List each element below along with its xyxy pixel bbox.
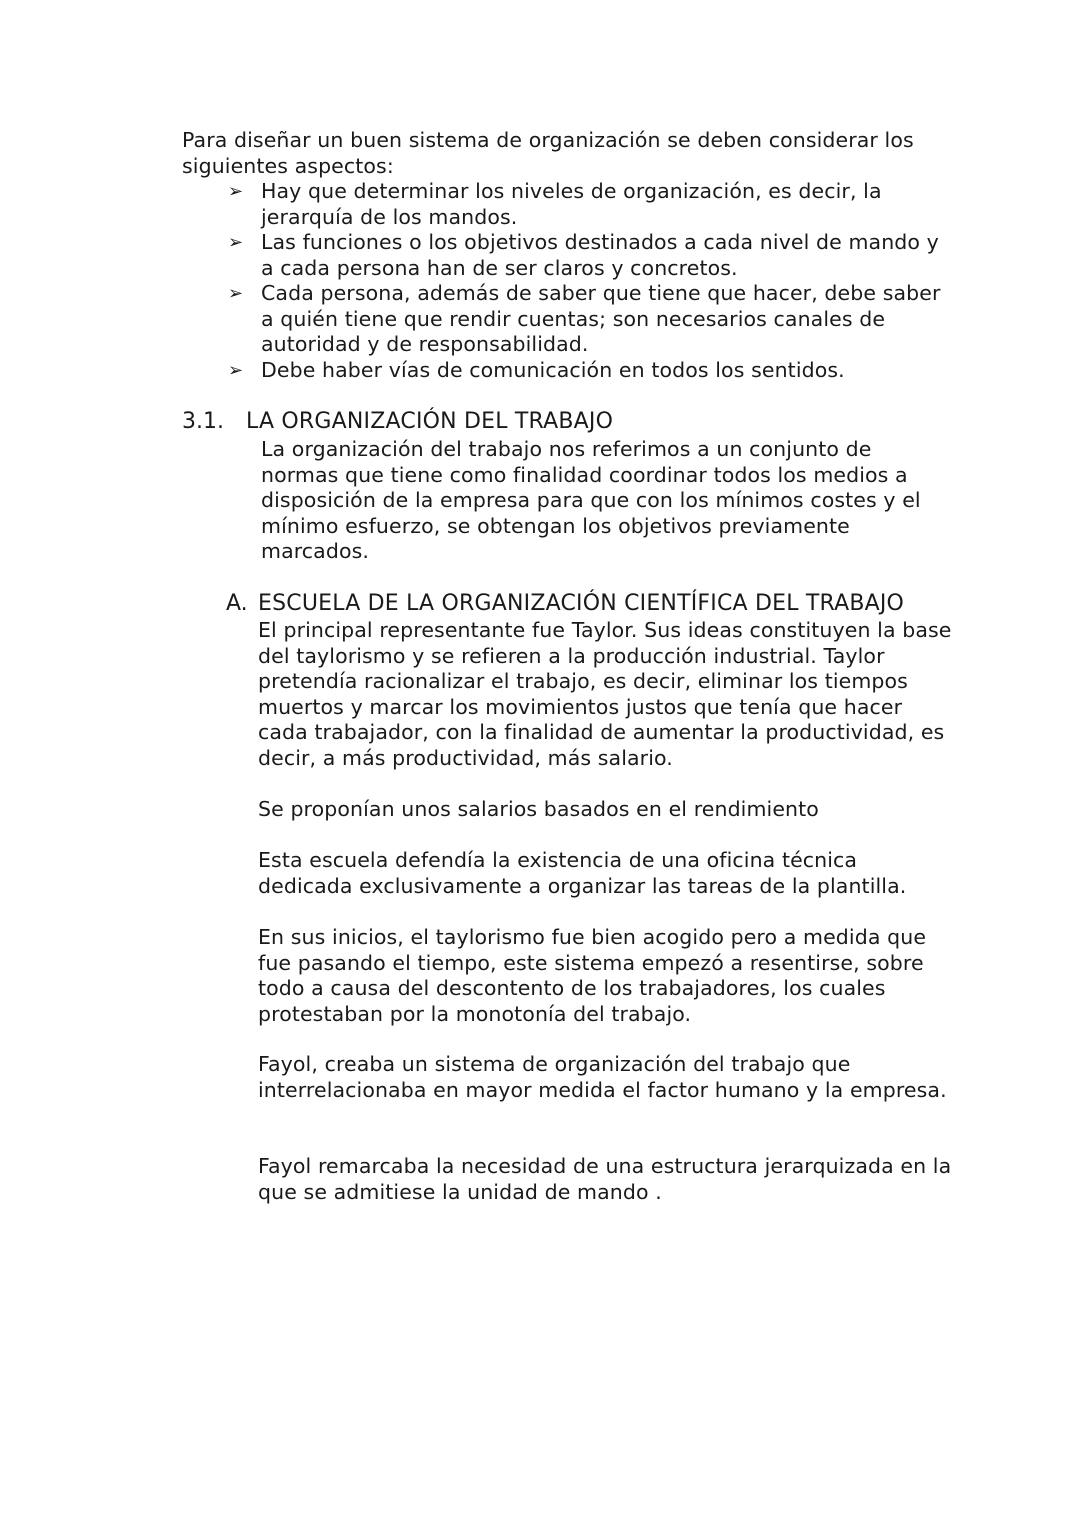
fayol-system-paragraph: Fayol, creaba un sistema de organización del trabajo que interrelacionaba en mayor medida el factor humano y la empresa. [258, 1052, 947, 1102]
taylor-paragraph: El principal representante fue Taylor. Sus ideas constituyen la base del taylorismo y se refieren a la producción industrial. Taylor pretendía racionalizar el trabajo, es decir, eliminar los tiempos muertos y marcar los movimientos justos que tenía que hacer cada trabajador, con la finalidad de aumentar la productividad, es decir, a más productividad, más salario. [258, 618, 952, 770]
list-item-text: Debe haber vías de comunicación en todos los sentidos. [261, 357, 845, 382]
salaries-paragraph: Se proponían unos salarios basados en el rendimiento [258, 797, 819, 821]
arrowhead-bullet-icon: ➢ [228, 283, 244, 304]
intro-paragraph: Para diseñar un buen sistema de organización se deben considerar los siguientes aspectos: [182, 128, 914, 178]
technical-office-paragraph: Esta escuela defendía la existencia de una oficina técnica dedicada exclusivamente a organizar las tareas de la plantilla. [258, 848, 907, 898]
list-item-text: Cada persona, además de saber que tiene que hacer, debe saber a quién tiene que rendir cuentas; son necesarios canales de autoridad y de responsabilidad. [261, 281, 941, 356]
fayol-hierarchy-paragraph: Fayol remarcaba la necesidad de una estructura jerarquizada en la que se admitiese la unidad de mando . [258, 1154, 952, 1204]
list-item-text: Hay que determinar los niveles de organización, es decir, la jerarquía de los mandos. [261, 179, 882, 229]
list-item-text: Las funciones o los objetivos destinados a cada nivel de mando y a cada persona han de ser claros y concretos. [261, 230, 939, 280]
aspects-list [228, 179, 958, 383]
list-item [228, 358, 958, 384]
arrowhead-bullet-icon: ➢ [228, 181, 244, 202]
subsection-letter: A. [226, 591, 248, 616]
list-item [228, 179, 958, 230]
list-item [228, 230, 958, 281]
taylorism-decline-paragraph: En sus inicios, el taylorismo fue bien acogido pero a medida que fue pasando el tiempo, este sistema empezó a resentirse, sobre todo a causa del descontento de los trabajadores, los cuales protestaban por la monotonía del trabajo. [258, 925, 927, 1026]
arrowhead-bullet-icon: ➢ [228, 359, 244, 381]
subsection-heading: ESCUELA DE LA ORGANIZACIÓN CIENTÍFICA DEL TRABAJO [258, 591, 905, 616]
section-body-paragraph: La organización del trabajo nos referimos a un conjunto de normas que tiene como finalidad coordinar todos los medios a disposición de la empresa para que con los mínimos costes y el mínimo esfuerzo, se obtengan los objetivos previamente marcados. [261, 437, 921, 563]
arrowhead-bullet-icon: ➢ [228, 232, 244, 253]
list-item [228, 281, 958, 358]
section-heading: LA ORGANIZACIÓN DEL TRABAJO [246, 409, 614, 434]
section-number: 3.1. [182, 409, 224, 434]
